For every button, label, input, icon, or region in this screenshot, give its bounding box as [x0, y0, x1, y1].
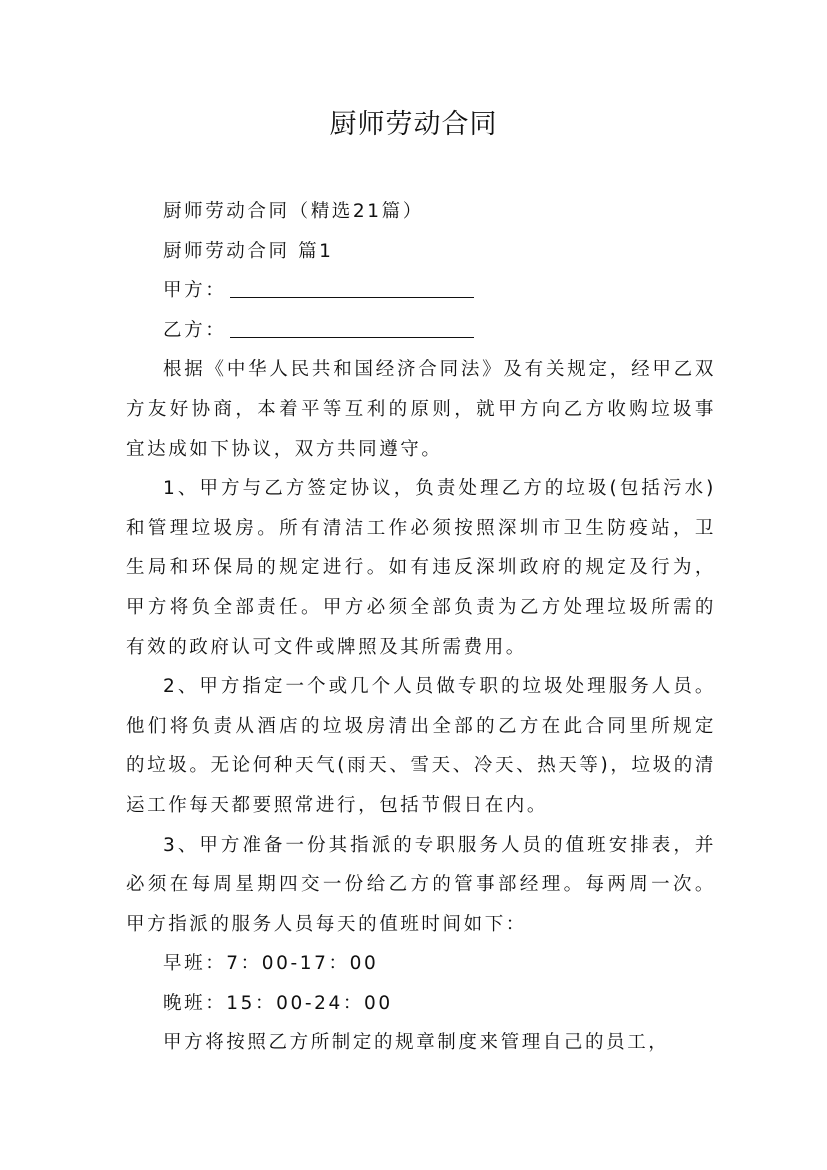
- paragraph-clause-2: 2、甲方指定一个或几个人员做专职的垃圾处理服务人员。他们将负责从酒店的垃圾房清出全部的乙方在此合同里所规定的垃圾。无论何种天气(雨天、雪天、冷天、热天等)，垃圾的清运工作每天都要照常进行，包括节假日在内。: [126, 676, 716, 816]
- party-a-blank-line: [230, 277, 474, 298]
- section-heading: 厨师劳动合同 篇1: [163, 240, 334, 262]
- paragraph-clause-1: 1、甲方与乙方签定协议，负责处理乙方的垃圾(包括污水)和管理垃圾房。所有清洁工作必须按照深圳市卫生防疫站，卫生局和环保局的规定进行。如有违反深圳政府的规定及行为，甲方将负全部责任。甲方必须全部负责为乙方处理垃圾所需的有效的政府认可文件或牌照及其所需费用。: [126, 478, 716, 658]
- party-b-label: 乙方：: [163, 319, 227, 341]
- document-subtitle: 厨师劳动合同（精选21篇）: [163, 201, 424, 222]
- paragraph-clause-3: 3、甲方准备一份其指派的专职服务人员的值班安排表，并必须在每周星期四交一份给乙方的管事部经理。每两周一次。甲方指派的服务人员每天的值班时间如下：: [126, 834, 716, 935]
- party-a-line: [126, 271, 716, 311]
- shift-morning: 早班：7：00-17：00: [163, 953, 379, 975]
- party-b-line: [126, 311, 716, 351]
- document-body: [126, 192, 716, 1063]
- party-b-blank-line: [230, 317, 474, 338]
- document-title: 厨师劳动合同: [329, 109, 498, 140]
- shift-evening: 晚班：15：00-24：00: [163, 992, 393, 1014]
- paragraph-intro: 根据《中华人民共和国经济合同法》及有关规定，经甲乙双方友好协商，本着平等互利的原则，就甲方向乙方收购垃圾事宜达成如下协议，双方共同遵守。: [126, 359, 716, 460]
- party-a-label: 甲方：: [163, 280, 227, 302]
- paragraph-final: 甲方将按照乙方所制定的规章制度来管理自己的员工，: [163, 1032, 670, 1054]
